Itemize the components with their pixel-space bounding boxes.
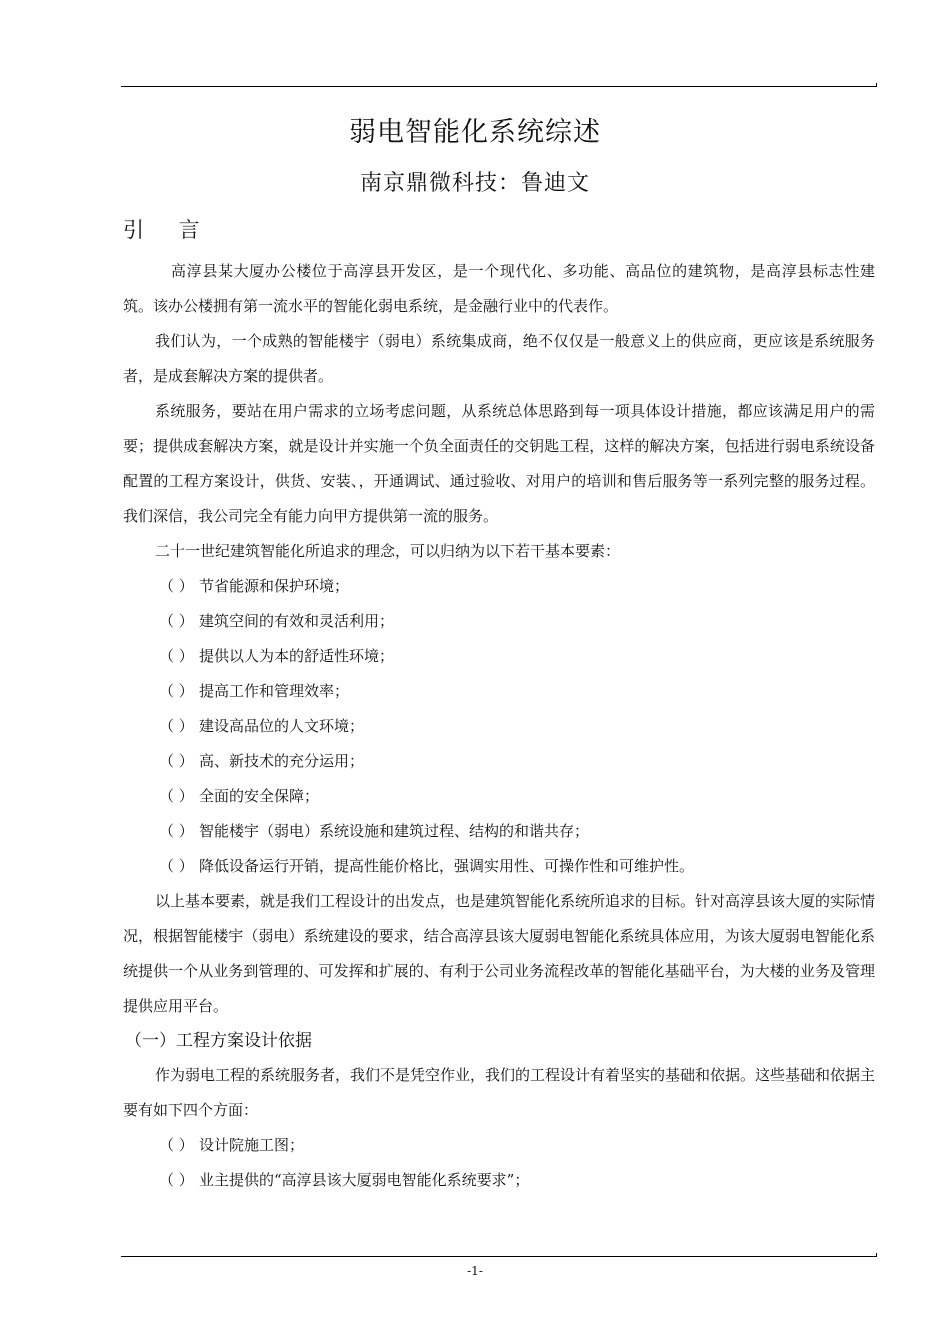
list-marker: （ ）	[159, 612, 194, 630]
list-item	[123, 1163, 875, 1198]
list-marker: （ ）	[159, 682, 194, 700]
list-marker: （ ）	[159, 1136, 194, 1154]
list-marker: （ ）	[159, 647, 194, 665]
list-item	[123, 849, 875, 884]
intro-paragraph: 系统服务，要站在用户需求的立场考虑问题，从系统总体思路到每一项具体设计措施，都应该满足用户的需要；提供成套解决方案，就是设计并实施一个负全面责任的交钥匙工程，这样的解决方案，包括进行弱电系统设备配置的工程方案设计，供货、安装、，开通调试、通过验收、对用户的培训和售后服务等一系列完整的服务过程。我们深信，我公司完全有能力向甲方提供第一流的服务。	[123, 402, 875, 525]
section-heading: 引 言	[123, 218, 214, 242]
page-number: -1-	[467, 1264, 483, 1278]
list-item	[123, 709, 875, 744]
list-item-text: 提高工作和管理效率；	[199, 682, 350, 700]
footer-rule	[121, 1256, 876, 1257]
list-item	[123, 814, 875, 849]
basis-paragraph: 作为弱电工程的系统服务者，我们不是凭空作业，我们的工程设计有着坚实的基础和依据。这些基础和依据主要有如下四个方面：	[123, 1066, 876, 1119]
list-marker: （ ）	[159, 857, 194, 875]
list-item	[123, 604, 875, 639]
document-body	[123, 254, 875, 1198]
list-item-text: 全面的安全保障；	[199, 787, 320, 805]
subsection-heading: （一）工程方案设计依据	[125, 1031, 312, 1051]
list-item	[123, 779, 875, 814]
list-marker: （ ）	[159, 1171, 194, 1189]
list-marker: （ ）	[159, 577, 194, 595]
list-marker: （ ）	[159, 752, 194, 770]
list-item-text: 设计院施工图；	[199, 1136, 305, 1154]
intro-paragraph: 二十一世纪建筑智能化所追求的理念，可以归纳为以下若干基本要素：	[155, 542, 621, 560]
list-item	[123, 1128, 875, 1163]
list-item-text: 降低设备运行开销，提高性能价格比，强调实用性、可操作性和可维护性。	[199, 857, 695, 875]
list-item-text: 高、新技术的充分运用；	[199, 752, 365, 770]
list-item	[123, 639, 875, 674]
list-item-text: 建设高品位的人文环境；	[199, 717, 365, 735]
list-item-text: 节省能源和保护环境；	[199, 577, 350, 595]
intro-paragraph: 我们认为，一个成熟的智能楼宇（弱电）系统集成商，绝不仅仅是一般意义上的供应商，更应该是系统服务者，是成套解决方案的提供者。	[123, 332, 875, 385]
document-title: 弱电智能化系统综述	[349, 117, 601, 148]
intro-paragraph: 高淳县某大厦办公楼位于高淳县开发区，是一个现代化、多功能、高品位的建筑物，是高淳县标志性建筑。该办公楼拥有第一流水平的智能化弱电系统，是金融行业中的代表作。	[123, 262, 875, 315]
list-marker: （ ）	[159, 787, 194, 805]
list-item	[123, 744, 875, 779]
list-item-text: 业主提供的“高淳县该大厦弱电智能化系统要求”；	[199, 1171, 530, 1189]
conclusion-paragraph: 以上基本要素，就是我们工程设计的出发点，也是建筑智能化系统所追求的目标。针对高淳县该大厦的实际情况，根据智能楼宇（弱电）系统建设的要求，结合高淳县该大厦弱电智能化系统具体应用，为该大厦弱电智能化系统提供一个从业务到管理的、可发挥和扩展的、有利于公司业务流程改革的智能化基础平台，为大楼的业务及管理提供应用平台。	[123, 892, 876, 1015]
list-item-text: 建筑空间的有效和灵活利用；	[199, 612, 395, 630]
list-marker: （ ）	[159, 822, 194, 840]
list-item-text: 提供以人为本的舒适性环境；	[199, 647, 395, 665]
document-subtitle: 南京鼎微科技：鲁迪文	[359, 171, 590, 196]
list-marker: （ ）	[159, 717, 194, 735]
header-rule	[121, 86, 876, 87]
list-item-text: 智能楼宇（弱电）系统设施和建筑过程、结构的和谐共存；	[199, 822, 590, 840]
list-item	[123, 674, 875, 709]
list-item	[123, 569, 875, 604]
